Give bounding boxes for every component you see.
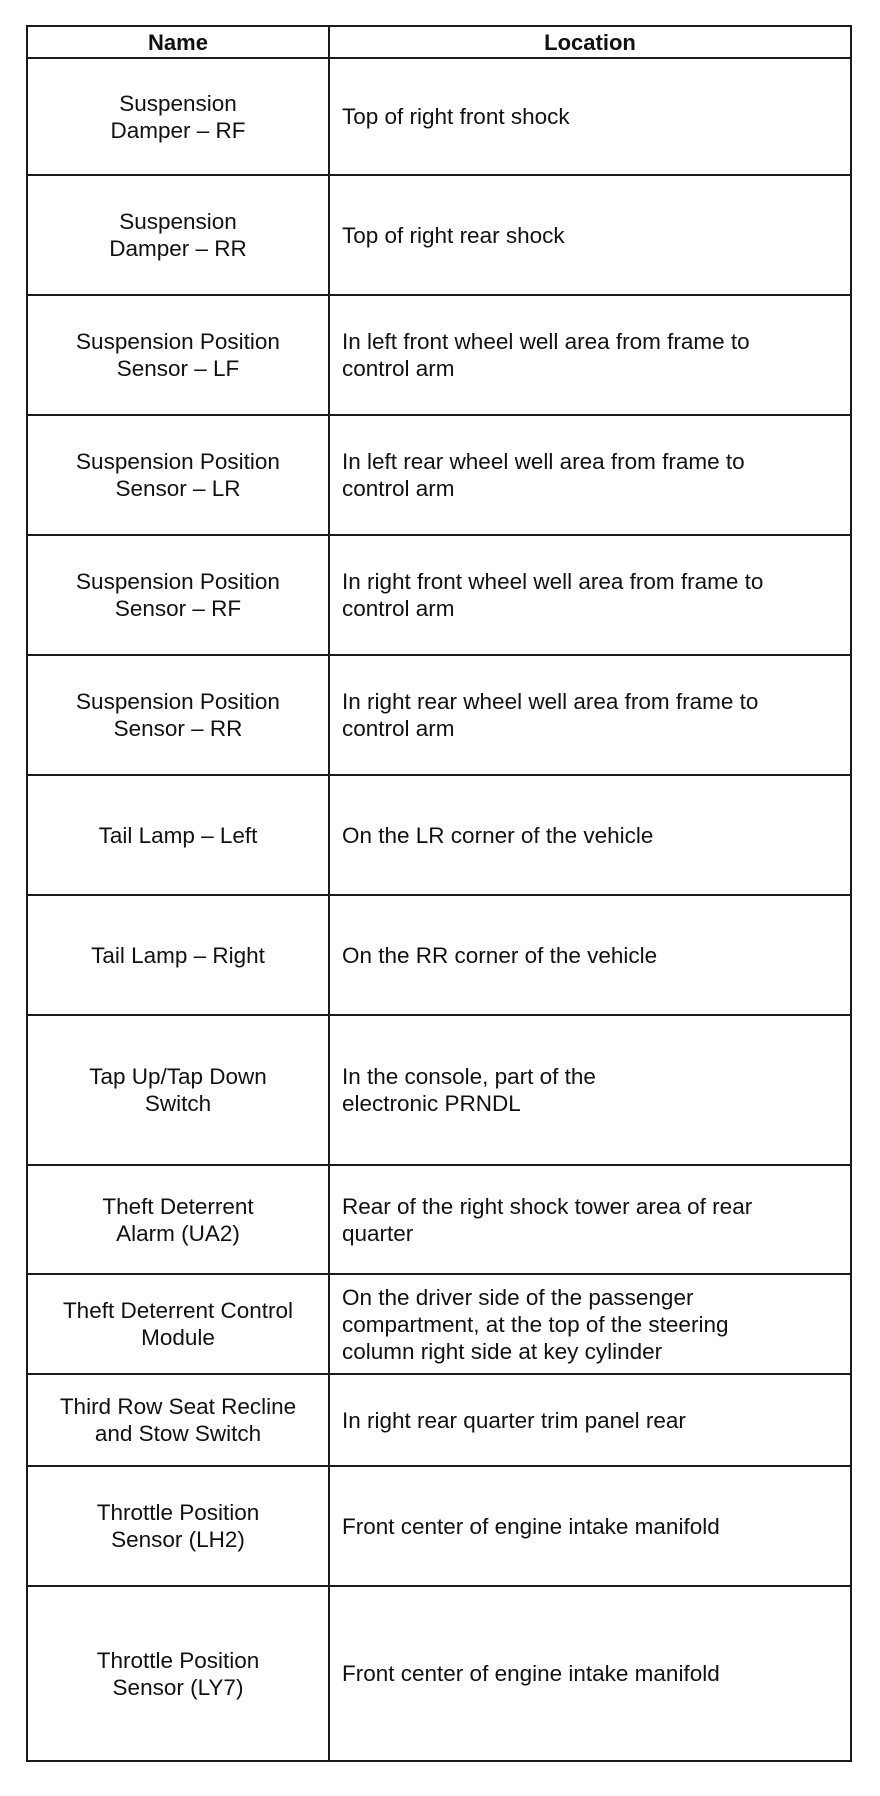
name-text: Suspension Position Sensor – RF — [76, 569, 280, 621]
location-cell — [329, 1015, 851, 1165]
location-cell — [329, 415, 851, 535]
name-text: Suspension Position Sensor – LF — [76, 329, 280, 381]
table-row — [27, 535, 851, 655]
column-header-location: Location — [329, 26, 851, 58]
location-cell — [329, 775, 851, 895]
location-cell — [329, 1466, 851, 1586]
table-row — [27, 415, 851, 535]
location-text: In left rear wheel well area from frame to control arm — [342, 449, 745, 501]
name-cell — [27, 655, 329, 775]
table-row — [27, 1165, 851, 1274]
name-text: Theft Deterrent Control Module — [62, 1298, 294, 1350]
name-cell — [27, 415, 329, 535]
location-text: Top of right rear shock — [342, 222, 565, 248]
table-row — [27, 775, 851, 895]
location-cell — [329, 655, 851, 775]
name-text: Tail Lamp – Right — [91, 942, 265, 968]
name-text: Suspension Damper – RF — [110, 90, 246, 143]
location-cell — [329, 1165, 851, 1274]
name-text: Suspension Position Sensor – RR — [76, 689, 280, 741]
name-cell — [27, 1374, 329, 1466]
name-cell — [27, 295, 329, 415]
name-text: Tap Up/Tap Down Switch — [89, 1064, 267, 1116]
location-text: In the console, part of the electronic PRNDL — [342, 1064, 596, 1116]
location-text: On the driver side of the passenger compartment, at the top of the steering column right side at key cylinder — [342, 1284, 729, 1364]
location-cell — [329, 1586, 851, 1761]
table-row — [27, 655, 851, 775]
table-row — [27, 1466, 851, 1586]
location-cell — [329, 895, 851, 1015]
location-text: In right front wheel well area from frame to control arm — [342, 569, 764, 621]
location-text: Top of right front shock — [342, 104, 570, 129]
column-header-name: Name — [27, 26, 329, 58]
name-cell — [27, 58, 329, 175]
location-cell — [329, 175, 851, 295]
name-text: Throttle Position Sensor (LY7) — [96, 1647, 260, 1700]
name-text: Suspension Position Sensor – LR — [76, 449, 280, 501]
location-cell — [329, 58, 851, 175]
table-row — [27, 58, 851, 175]
location-cell — [329, 535, 851, 655]
table-header-row — [27, 26, 851, 58]
table-row — [27, 175, 851, 295]
table-row — [27, 1015, 851, 1165]
location-cell — [329, 1374, 851, 1466]
name-cell — [27, 1015, 329, 1165]
location-text: In left front wheel well area from frame to control arm — [342, 329, 750, 381]
component-location-table — [26, 25, 852, 1762]
table-body — [27, 58, 851, 1761]
name-text: Tail Lamp – Left — [98, 822, 258, 848]
table-row — [27, 895, 851, 1015]
location-text: In right rear quarter trim panel rear — [342, 1407, 686, 1433]
location-text: On the RR corner of the vehicle — [342, 942, 658, 968]
name-cell — [27, 1274, 329, 1374]
location-text: Front center of engine intake manifold — [342, 1513, 720, 1539]
name-cell — [27, 775, 329, 895]
table-row — [27, 1274, 851, 1374]
name-cell — [27, 1165, 329, 1274]
location-text: On the LR corner of the vehicle — [342, 822, 654, 848]
location-cell — [329, 1274, 851, 1374]
table-row — [27, 1374, 851, 1466]
name-text: Theft Deterrent Alarm (UA2) — [102, 1193, 254, 1246]
table-row — [27, 295, 851, 415]
name-text: Third Row Seat Recline and Stow Switch — [59, 1394, 297, 1446]
location-text: Rear of the right shock tower area of rear quarter — [342, 1193, 753, 1246]
name-cell — [27, 1586, 329, 1761]
name-cell — [27, 535, 329, 655]
location-text: Front center of engine intake manifold — [342, 1661, 720, 1686]
location-cell — [329, 295, 851, 415]
name-cell — [27, 175, 329, 295]
name-cell — [27, 1466, 329, 1586]
name-text: Suspension Damper – RR — [109, 209, 247, 261]
name-text: Throttle Position Sensor (LH2) — [96, 1500, 260, 1552]
table-row — [27, 1586, 851, 1761]
location-text: In right rear wheel well area from frame to control arm — [342, 689, 759, 741]
name-cell — [27, 895, 329, 1015]
